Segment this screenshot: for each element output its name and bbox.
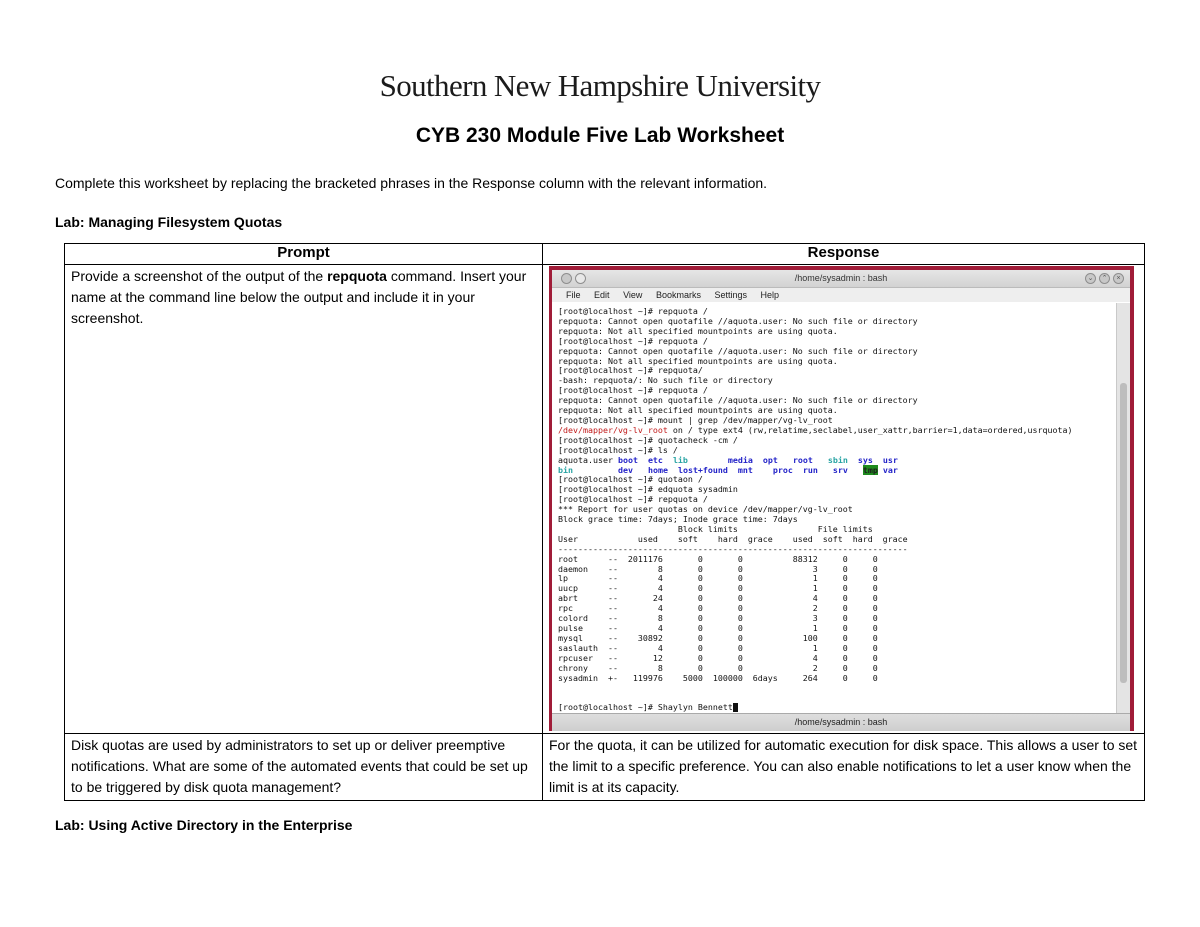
table-header-row xyxy=(65,244,1145,265)
section-heading-filesystem-quotas: Lab: Managing Filesystem Quotas xyxy=(55,214,283,230)
terminal-line: rpc -- 4 0 0 2 0 0 xyxy=(558,603,878,614)
window-menu-icon xyxy=(558,273,586,290)
terminal-line: chrony -- 8 0 0 2 0 0 xyxy=(558,662,878,673)
terminal-window-title: /home/sysadmin : bash xyxy=(794,273,888,283)
terminal-line: pulse -- 4 0 0 1 0 0 xyxy=(558,623,878,633)
ls-entry: root xyxy=(792,454,813,465)
terminal-line: repquota: Not all specified mountpoints are using quota. xyxy=(558,325,838,336)
terminal-menubar xyxy=(552,288,1130,302)
terminal-line: rpcuser -- 12 0 0 4 0 0 xyxy=(558,652,878,663)
ls-entry: media xyxy=(727,454,753,465)
terminal-titlebar xyxy=(552,270,1130,288)
ls-entry: sys xyxy=(857,454,873,465)
terminal-line: -bash: repquota/: No such file or directory xyxy=(558,375,773,386)
terminal-line: [root@localhost ~]# ls / xyxy=(558,444,678,455)
table-row xyxy=(65,734,1145,801)
ls-entry: boot xyxy=(617,454,638,465)
terminal-line: repquota: Not all specified mountpoints are using quota. xyxy=(558,355,838,366)
terminal-menu-item[interactable]: Settings xyxy=(714,290,747,300)
command-name: repquota xyxy=(327,268,387,284)
terminal-line: mysql -- 30892 0 0 100 0 0 xyxy=(558,632,878,643)
ls-entry: run xyxy=(802,464,818,475)
terminal-line: [root@localhost ~]# repquota / xyxy=(558,385,708,396)
prompt-text: Provide a screenshot of the output of the xyxy=(71,268,328,284)
terminal-menu-item[interactable]: Bookmarks xyxy=(655,290,701,300)
ls-entry: etc xyxy=(647,454,663,465)
minimize-icon: ⌄ xyxy=(1085,273,1096,284)
terminal-menu-item[interactable]: Help xyxy=(760,290,780,300)
ls-entry: mnt xyxy=(737,464,753,475)
ls-entry: var xyxy=(882,464,898,475)
prompt-column-header: Prompt xyxy=(65,244,543,265)
terminal-line: *** Report for user quotas on device /dev/mapper/vg-lv_root xyxy=(558,504,853,515)
prompt-cell xyxy=(65,265,543,734)
terminal-line: Block limits File limits xyxy=(558,523,873,534)
terminal-line: [root@localhost ~]# repquota / xyxy=(558,306,708,316)
ls-entry: opt xyxy=(762,454,778,465)
terminal-scrollbar xyxy=(1116,303,1130,713)
terminal-line: [root@localhost ~]# edquota sysadmin xyxy=(558,484,738,495)
terminal-line: repquota: Cannot open quotafile //aquota.user: No such file or directory xyxy=(558,395,918,406)
terminal-menu-item[interactable]: View xyxy=(623,290,643,300)
ls-entry: usr xyxy=(882,454,898,465)
response-cell: For the quota, it can be utilized for automatic execution for disk space. This allows a user to set the limit to a specific preference. You can also enable notifications to let a user know when the limit is at its capacity. xyxy=(543,734,1145,801)
worksheet-title: CYB 230 Module Five Lab Worksheet xyxy=(415,124,785,147)
terminal-screenshot xyxy=(549,266,1134,731)
terminal-menu-item[interactable]: Edit xyxy=(594,290,610,300)
terminal-line: repquota: Not all specified mountpoints are using quota. xyxy=(558,405,838,416)
ls-entry: proc xyxy=(772,464,793,475)
mount-device-path: /dev/mapper/vg-lv_root xyxy=(558,424,668,435)
table-row xyxy=(65,265,1145,734)
terminal-line: lp -- 4 0 0 1 0 0 xyxy=(558,573,878,584)
terminal-line xyxy=(558,683,1110,693)
terminal-line: [root@localhost ~]# repquota / xyxy=(558,335,708,346)
terminal-line: ---------------------------------------------------------------------- xyxy=(558,543,908,554)
terminal-line: /dev/mapper/vg-lv_root on / type ext4 (rw,relatime,seclabel,user_xattr,barrier=1,data=ordered,usrquota) xyxy=(558,424,1073,435)
response-column-header: Response xyxy=(543,244,1145,265)
terminal-output xyxy=(552,303,1116,713)
terminal-line: Block grace time: 7days; Inode grace time: 7days xyxy=(558,514,798,525)
maximize-icon: ⌃ xyxy=(1099,273,1110,284)
terminal-line: repquota: Cannot open quotafile //aquota.user: No such file or directory xyxy=(558,345,918,356)
terminal-line: [root@localhost ~]# repquota/ xyxy=(558,365,703,376)
terminal-line: [root@localhost ~]# quotacheck -cm / xyxy=(558,434,738,445)
terminal-line: repquota: Cannot open quotafile //aquota.user: No such file or directory xyxy=(558,315,918,326)
window-controls xyxy=(1082,273,1124,290)
terminal-line: [root@localhost ~]# repquota / xyxy=(558,494,708,505)
ls-entry: lost+found xyxy=(677,464,728,475)
scrollbar-thumb xyxy=(1120,383,1127,683)
terminal-line: uucp -- 4 0 0 1 0 0 xyxy=(558,583,878,594)
cursor-block xyxy=(733,703,738,712)
terminal-line: sysadmin +- 119976 5000 100000 6days 264 0 0 xyxy=(558,672,878,683)
ls-entry: home xyxy=(647,464,668,475)
ls-entry: sbin xyxy=(827,454,848,465)
section-heading-active-directory: Lab: Using Active Directory in the Enterprise xyxy=(55,817,353,833)
ls-entry: tmp xyxy=(862,464,878,475)
worksheet-table xyxy=(64,243,1145,801)
terminal-line: colord -- 8 0 0 3 0 0 xyxy=(558,613,878,624)
university-logo: Southern New Hampshire University xyxy=(379,68,821,103)
instructions-text: Complete this worksheet by replacing the bracketed phrases in the Response column with the relevant information. xyxy=(55,175,768,191)
terminal-line: saslauth -- 4 0 0 1 0 0 xyxy=(558,642,878,653)
ls-entry: bin xyxy=(558,464,573,475)
prompt-cell: Disk quotas are used by administrators to set up or deliver preemptive notifications. What are some of the automated events that could be set up to be triggered by disk quota management? xyxy=(65,734,543,801)
ls-entry: lib xyxy=(672,454,688,465)
terminal-menu-item[interactable]: File xyxy=(566,290,581,300)
close-icon: × xyxy=(1113,273,1124,284)
prompt-text-continued: command. Insert your name at the command line below the output and include it in your screenshot. xyxy=(71,268,527,326)
terminal-line: [root@localhost ~]# mount | grep /dev/mapper/vg-lv_root xyxy=(558,414,833,425)
terminal-tab-bar: /home/sysadmin : bash xyxy=(552,713,1130,731)
terminal-line: daemon -- 8 0 0 3 0 0 xyxy=(558,563,878,574)
terminal-line: abrt -- 24 0 0 4 0 0 xyxy=(558,593,878,604)
terminal-line: root -- 2011176 0 0 88312 0 0 xyxy=(558,553,878,564)
terminal-line: aquota.user boot etc lib media opt root sbin sys usr xyxy=(558,454,898,465)
response-cell xyxy=(543,265,1145,734)
ls-entry: dev xyxy=(617,464,633,475)
ls-entry: srv xyxy=(832,464,848,475)
terminal-line: [root@localhost ~]# Shaylyn Bennett xyxy=(558,703,1110,713)
terminal-line: User used soft hard grace used soft hard grace xyxy=(558,533,908,544)
terminal-line: [root@localhost ~]# quotaon / xyxy=(558,474,703,485)
